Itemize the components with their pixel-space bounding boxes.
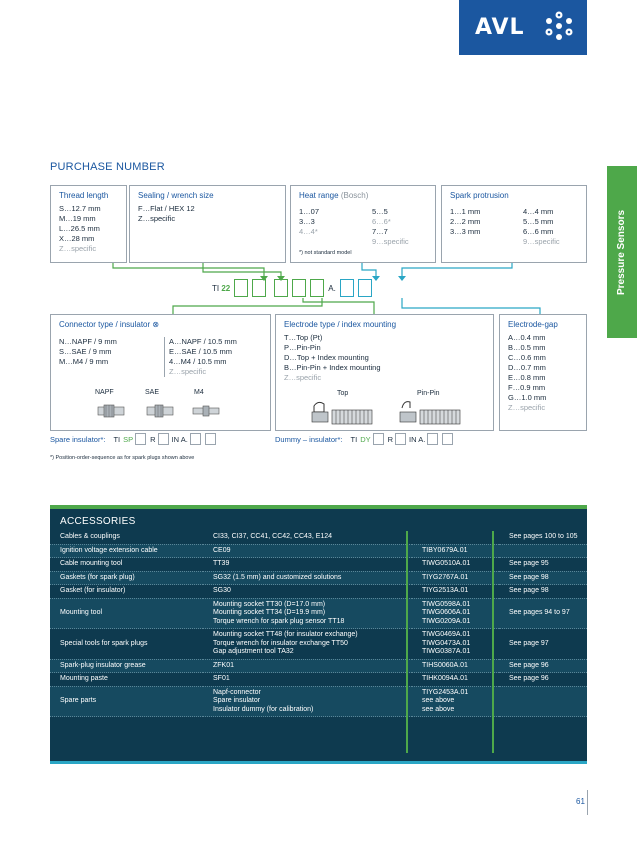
electrode-label-pinpin: Pin-Pin	[417, 390, 440, 397]
spare-insulator-row	[50, 433, 218, 445]
page-number: 61	[576, 797, 585, 806]
heat-range-title	[299, 191, 427, 200]
table-row	[50, 544, 587, 558]
table-cell-ref: See pages 100 to 105	[499, 531, 587, 544]
table-cell-type: SG30	[203, 585, 412, 599]
table-cell-type: ZFK01	[203, 659, 412, 673]
connector-title-text: Connector type / insulator	[59, 320, 151, 329]
option-row: S…12.7 mm	[59, 204, 101, 213]
connector-title	[59, 320, 262, 329]
option-row: Z…specific	[59, 244, 97, 253]
code-box-thread[interactable]	[234, 279, 248, 297]
option-row: F…Flat / HEX 12	[138, 204, 195, 213]
page-divider	[587, 790, 588, 815]
sae-connector-icon	[145, 404, 175, 418]
spark-protrusion-title: Spark protrusion	[450, 191, 509, 200]
table-cell-code: TIWG0469A.01 TIWG0473A.01 TIWG0387A.01	[412, 629, 499, 660]
dummy-dy: DY	[360, 434, 371, 444]
electrode-top-icon	[310, 398, 380, 428]
accessories-table	[50, 531, 587, 717]
table-cell-code: TIHS0060A.01	[412, 659, 499, 673]
connector-label-m4: M4	[194, 389, 204, 396]
table-row	[50, 673, 587, 687]
option-row: 1…07	[299, 207, 320, 216]
thread-length-box	[50, 185, 127, 263]
dummy-box[interactable]	[427, 433, 438, 445]
spare-insulator-label: Spare insulator*:	[50, 434, 106, 444]
table-row	[50, 686, 587, 717]
option-row: Z…specific	[508, 403, 546, 412]
dummy-box[interactable]	[442, 433, 453, 445]
option-row: X…28 mm	[59, 234, 95, 243]
table-row	[50, 558, 587, 572]
table-cell-code: TIWG0598A.01 TIWG0606A.01 TIWG0209A.01	[412, 598, 499, 629]
table-cell-type: CE09	[203, 544, 412, 558]
electrode-title: Electrode type / index mounting	[284, 320, 397, 329]
heat-range-box	[290, 185, 436, 263]
option-row: 1…1 mm	[450, 207, 481, 216]
spare-box[interactable]	[190, 433, 201, 445]
code-prefix	[212, 284, 230, 293]
option-row: 6…6 mm	[523, 227, 554, 236]
option-row: D…0.7 mm	[508, 363, 546, 372]
option-row: G…1.0 mm	[508, 393, 547, 402]
dummy-insulator-row	[275, 433, 455, 445]
connector-label-sae: SAE	[145, 389, 160, 396]
connector-label-napf: NAPF	[95, 389, 114, 396]
option-row: E…SAE / 10.5 mm	[169, 347, 232, 356]
option-row: E…0.8 mm	[508, 373, 546, 382]
option-row: L…26.5 mm	[59, 224, 100, 233]
table-cell-ref: See page 98	[499, 585, 587, 599]
option-row: 3…3	[299, 217, 315, 226]
column-divider	[492, 531, 494, 753]
table-cell-code: TIBY0679A.01	[412, 544, 499, 558]
dummy-r: R	[387, 434, 394, 444]
table-cell-name: Gaskets (for spark plug)	[50, 571, 203, 585]
code-box-sealing[interactable]	[252, 279, 266, 297]
table-row	[50, 585, 587, 599]
option-row: D…Top + Index mounting	[284, 353, 369, 362]
table-row	[50, 598, 587, 629]
spare-box[interactable]	[205, 433, 216, 445]
option-row: 2…2 mm	[450, 217, 481, 226]
spare-ti: TI	[113, 434, 121, 444]
option-row: Z…specific	[169, 367, 207, 376]
code-box-gap[interactable]	[310, 279, 324, 297]
option-row: S…SAE / 9 mm	[59, 347, 112, 356]
table-cell-name: Spare parts	[50, 686, 203, 717]
table-cell-type: Mounting socket TT48 (for insulator exchange) Torque wrench for insulator exchange TT50 Gap adjustment tool TA32	[203, 629, 412, 660]
table-cell-ref: See page 95	[499, 558, 587, 572]
heat-range-note: *) not standard model	[299, 250, 352, 256]
table-row	[50, 571, 587, 585]
table-cell-type: TT39	[203, 558, 412, 572]
table-row	[50, 629, 587, 660]
code-box-electrode[interactable]	[292, 279, 306, 297]
sealing-title: Sealing / wrench size	[138, 191, 214, 200]
option-row: 9…specific	[372, 237, 409, 246]
table-cell-ref	[499, 544, 587, 558]
connector-marker-icon: ⊗	[152, 320, 160, 329]
spare-box[interactable]	[135, 433, 146, 445]
electrode-gap-title: Electrode-gap	[508, 320, 558, 329]
logo-mark-icon	[543, 10, 575, 42]
option-row: 5…5 mm	[523, 217, 554, 226]
accessories-title: ACCESSORIES	[60, 516, 136, 527]
spare-box[interactable]	[158, 433, 169, 445]
column-divider	[406, 531, 408, 753]
option-row: T…Top (Pt)	[284, 333, 323, 342]
spark-protrusion-box	[441, 185, 587, 263]
dummy-box[interactable]	[373, 433, 384, 445]
option-row: B…Pin-Pin + Index mounting	[284, 363, 381, 372]
accessories-bottom-strip	[50, 761, 587, 764]
table-cell-name: Mounting paste	[50, 673, 203, 687]
option-row: C…0.6 mm	[508, 353, 546, 362]
code-box-connector[interactable]	[274, 279, 288, 297]
table-cell-ref	[499, 686, 587, 717]
electrode-label-top: Top	[337, 390, 349, 397]
table-cell-code: TIHK0094A.01	[412, 673, 499, 687]
electrode-pinpin-icon	[398, 398, 468, 428]
footnote: *) Position-order-sequence as for spark plugs shown above	[50, 455, 195, 461]
table-cell-type: Napf-connector Spare insulator Insulator dummy (for calibration)	[203, 686, 412, 717]
spare-r: R	[150, 434, 156, 444]
avl-logo	[459, 0, 587, 55]
table-cell-ref: See page 98	[499, 571, 587, 585]
table-cell-code: TIYG2453A.01 see above see above	[412, 686, 499, 717]
code-ti: TI	[212, 283, 220, 293]
thread-length-title: Thread length	[59, 191, 109, 200]
code-digits: 22	[221, 283, 231, 293]
section-side-tab	[607, 166, 637, 338]
table-cell-name: Special tools for spark plugs	[50, 629, 203, 660]
option-row: 4…M4 / 10.5 mm	[169, 357, 227, 366]
option-row: M…19 mm	[59, 214, 96, 223]
electrode-gap-box	[499, 314, 587, 431]
table-cell-ref: See pages 94 to 97	[499, 598, 587, 629]
option-row: 4…4 mm	[523, 207, 554, 216]
table-cell-name: Ignition voltage extension cable	[50, 544, 203, 558]
option-row: F…0.9 mm	[508, 383, 546, 392]
table-cell-name: Spark-plug insulator grease	[50, 659, 203, 673]
dummy-box[interactable]	[395, 433, 406, 445]
code-box-heat[interactable]	[340, 279, 354, 297]
table-cell-code: TIYG2513A.01	[412, 585, 499, 599]
table-cell-ref: See page 96	[499, 673, 587, 687]
table-cell-ref: See page 96	[499, 659, 587, 673]
code-box-spark[interactable]	[358, 279, 372, 297]
dummy-ina: IN A.	[409, 434, 426, 444]
table-cell-code: TIYG2767A.01	[412, 571, 499, 585]
sealing-box	[129, 185, 286, 263]
table-row	[50, 659, 587, 673]
side-tab-label: Pressure Sensors	[616, 209, 628, 295]
m4-connector-icon	[191, 404, 221, 418]
dummy-insulator-label: Dummy – insulator*:	[275, 434, 343, 444]
table-cell-code	[412, 531, 499, 544]
option-row: 5…5	[372, 207, 388, 216]
option-row: Z…specific	[284, 373, 322, 382]
table-cell-type: SF01	[203, 673, 412, 687]
option-row: 3…3 mm	[450, 227, 481, 236]
table-cell-name: Mounting tool	[50, 598, 203, 629]
option-row: N…NAPF / 9 mm	[59, 337, 117, 346]
option-row: 9…specific	[523, 237, 560, 246]
option-row: A…0.4 mm	[508, 333, 546, 342]
table-cell-code: TIWG0510A.01	[412, 558, 499, 572]
table-cell-name: Cable mounting tool	[50, 558, 203, 572]
option-row: M…M4 / 9 mm	[59, 357, 109, 366]
table-cell-type: CI33, CI37, CC41, CC42, CC43, E124	[203, 531, 412, 544]
option-row: A…NAPF / 10.5 mm	[169, 337, 237, 346]
option-row: 6…6*	[372, 217, 391, 226]
table-cell-name: Gasket (for insulator)	[50, 585, 203, 599]
table-row	[50, 531, 587, 544]
table-cell-type: Mounting socket TT30 (D=17.0 mm) Mounting socket TT34 (D=19.9 mm) Torque wrench for spark plug sensor TT18	[203, 598, 412, 629]
table-cell-type: SG32 (1.5 mm) and customized solutions	[203, 571, 412, 585]
code-a-label: A.	[328, 283, 336, 293]
option-row: Z…specific	[138, 214, 176, 223]
spare-ina: IN A.	[171, 434, 188, 444]
spare-sp: SP	[123, 434, 134, 444]
option-row: P…Pin-Pin	[284, 343, 321, 352]
logo-text: AVL	[475, 15, 525, 40]
dummy-ti: TI	[350, 434, 358, 444]
purchase-number-title: PURCHASE NUMBER	[50, 161, 165, 173]
table-cell-ref: See page 97	[499, 629, 587, 660]
option-row: 4…4*	[299, 227, 318, 236]
heat-range-title-suffix: (Bosch)	[340, 191, 369, 200]
heat-range-title-text: Heat range	[299, 191, 339, 200]
table-cell-name: Cables & couplings	[50, 531, 203, 544]
option-row: B…0.5 mm	[508, 343, 546, 352]
purchase-code-line	[212, 277, 376, 299]
napf-connector-icon	[96, 404, 126, 418]
option-row: 7…7	[372, 227, 388, 236]
